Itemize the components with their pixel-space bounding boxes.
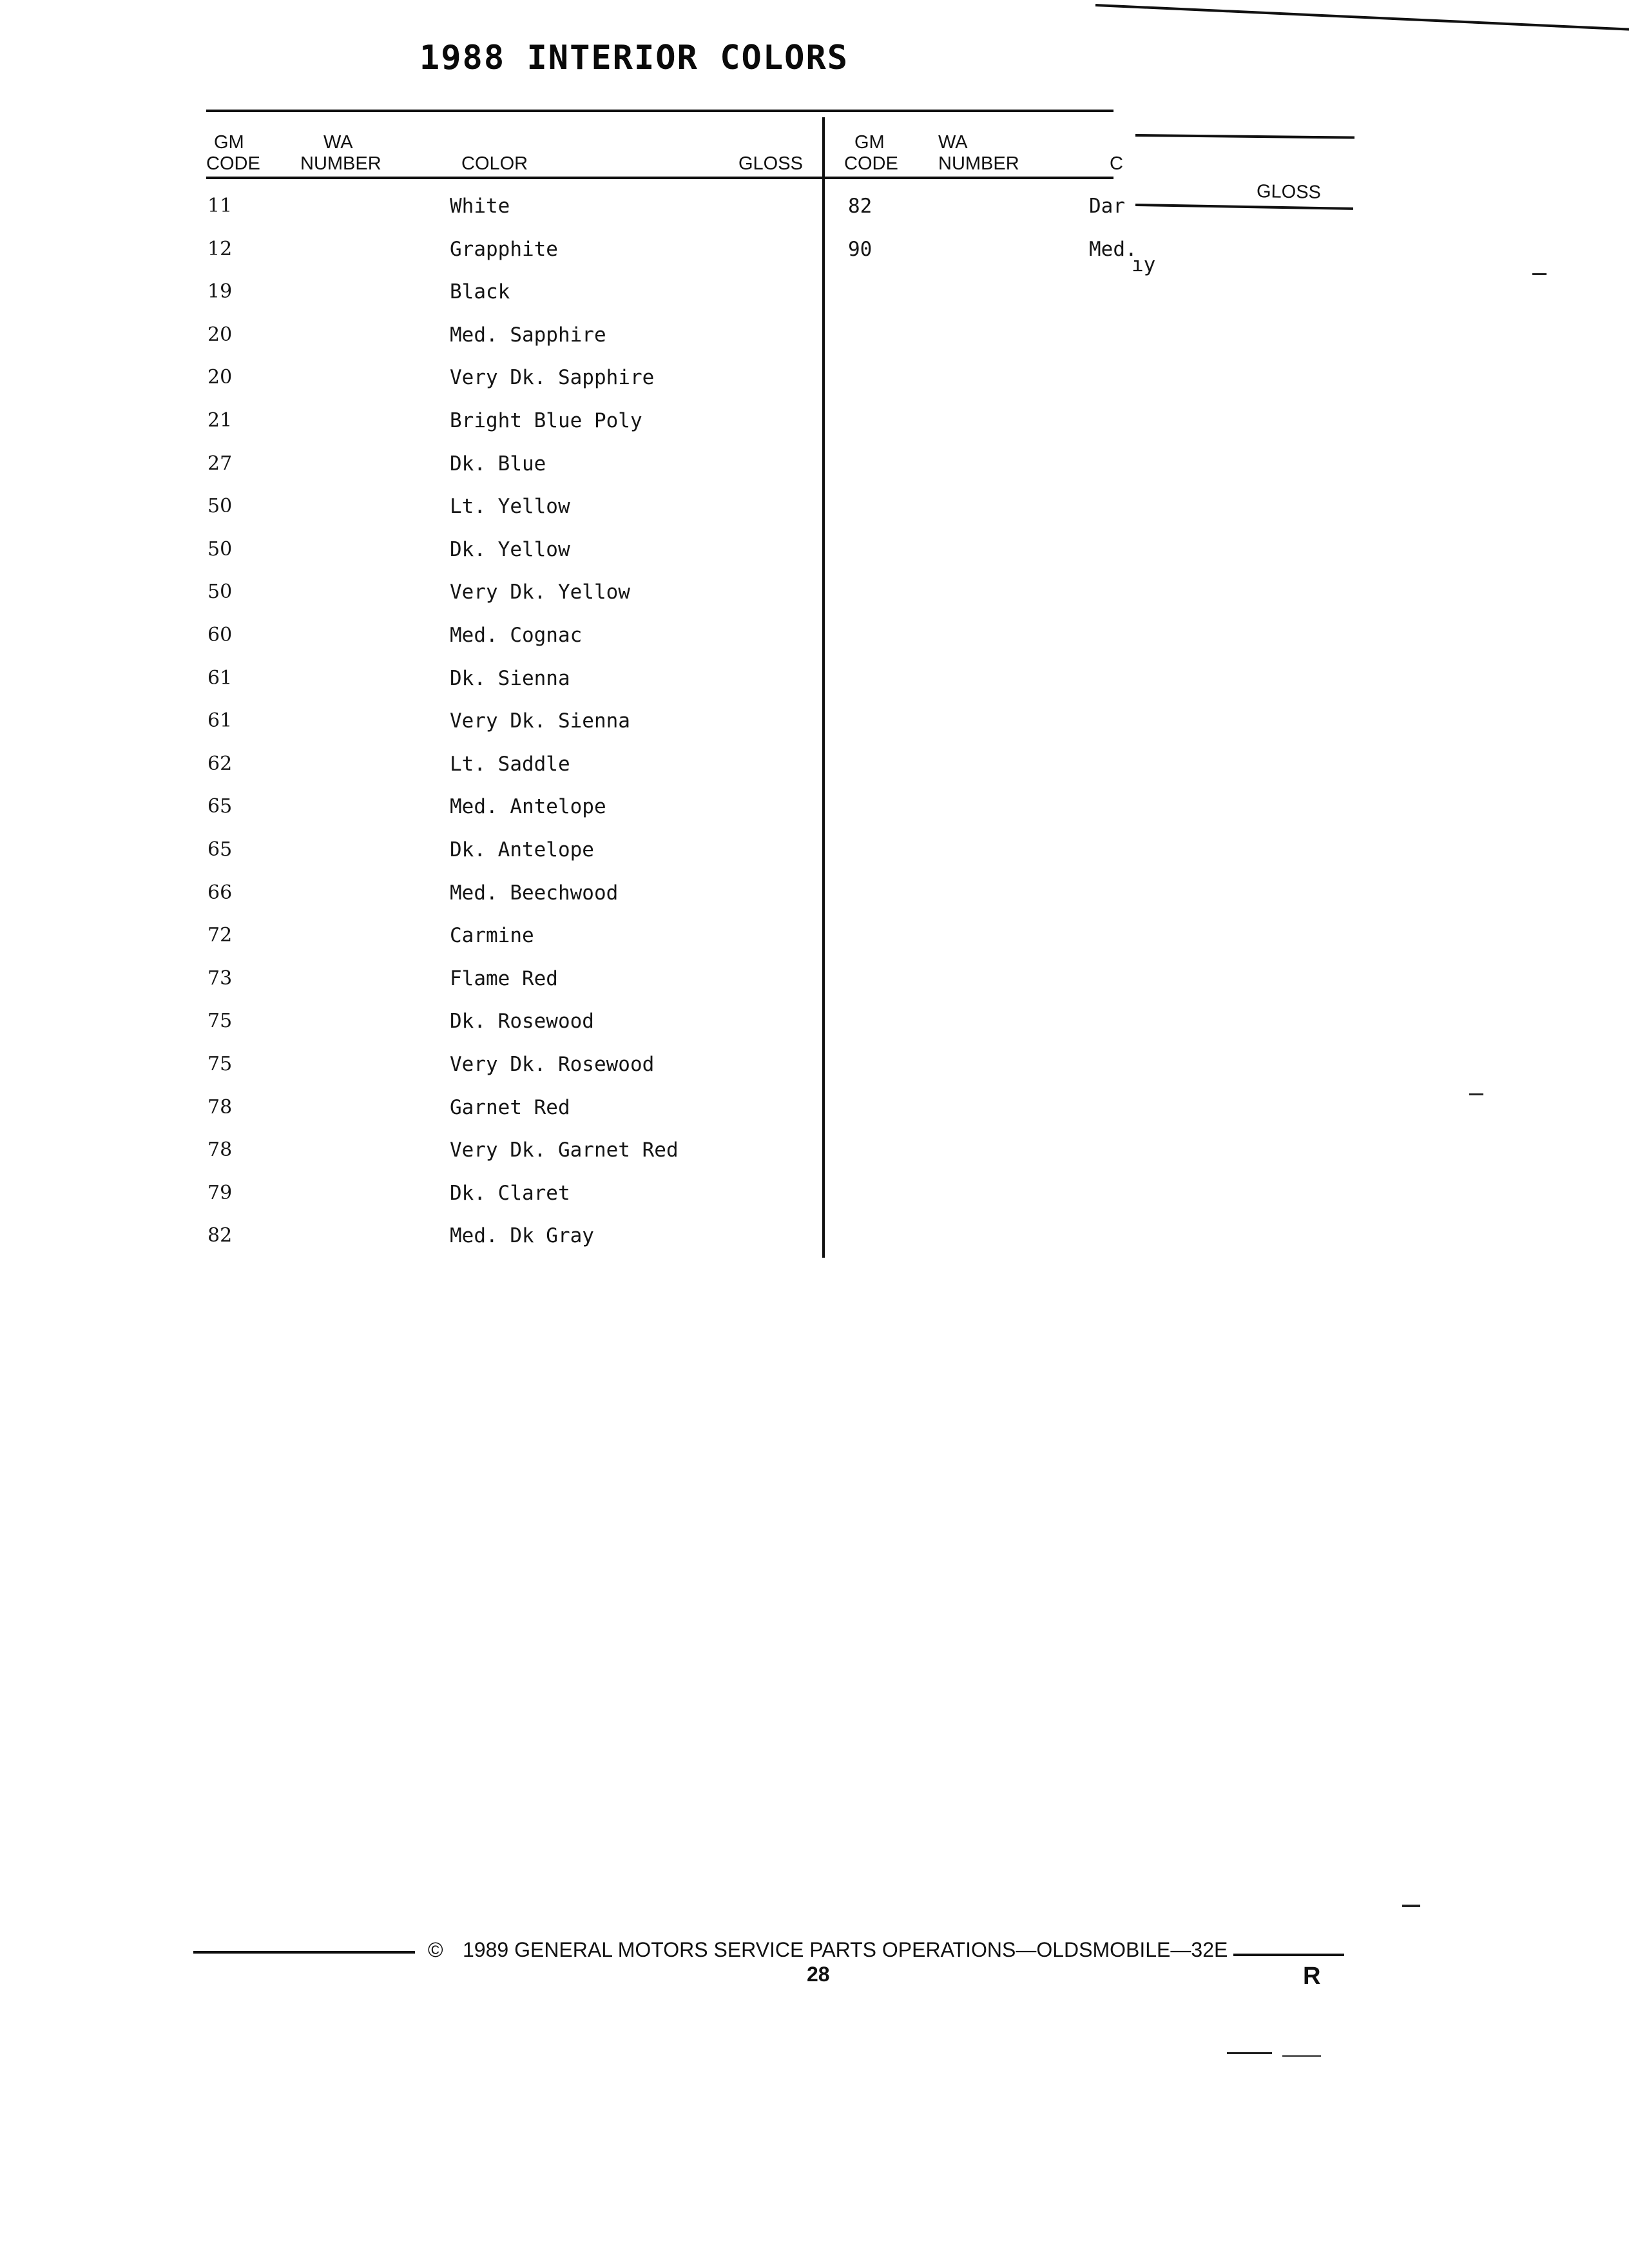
left-row-color: White [450,195,510,218]
header-right-gloss: GLOSS [1256,181,1322,203]
left-row-code: 82 [207,1224,233,1247]
scan-speck [1402,1905,1420,1907]
left-row-code: 50 [207,581,233,603]
scan-speck [1282,2055,1321,2057]
header-right-wa-line1: WA [938,132,968,153]
right-row-color: Med. [1089,238,1137,261]
header-underline [206,177,1113,179]
page-number: 28 [807,1963,830,1986]
left-row-code: 73 [207,967,233,990]
left-row-color: Black [450,280,510,303]
left-row-color: Dk. Claret [450,1182,570,1205]
right-fragment-text: ıy [1132,253,1156,276]
left-row-color: Very Dk. Garnet Red [450,1139,679,1162]
page-title: 1988 INTERIOR COLORS [419,39,849,77]
left-row-color: Lt. Yellow [450,495,570,518]
scan-speck [1469,1093,1483,1095]
scan-speck [1227,2052,1272,2054]
left-row-color: Carmine [450,924,534,947]
left-row-color: Very Dk. Rosewood [450,1053,655,1076]
left-row-code: 20 [207,366,233,389]
left-row-code: 65 [207,838,233,861]
left-row-code: 62 [207,753,233,775]
header-gm-line1: GM [214,132,244,153]
footer-copyright-symbol: © [428,1938,443,1961]
left-row-color: Grapphite [450,238,558,261]
left-row-color: Lt. Saddle [450,753,570,776]
header-wa-line2: NUMBER [300,153,381,174]
left-row-color: Dk. Yellow [450,538,570,561]
left-row-color: Flame Red [450,967,558,990]
left-row-code: 27 [207,452,233,475]
left-row-code: 50 [207,495,233,517]
right-row-code: 90 [848,238,872,261]
left-row-code: 60 [207,624,233,646]
left-row-color: Very Dk. Sienna [450,709,630,733]
left-row-code: 78 [207,1139,233,1161]
left-row-code: 66 [207,881,233,904]
left-row-code: 79 [207,1182,233,1204]
left-row-color: Med. Beechwood [450,881,619,905]
left-row-color: Med. Antelope [450,795,606,818]
footer-text: 1989 GENERAL MOTORS SERVICE PARTS OPERATIONS—OLDSMOBILE—32E [463,1938,1228,1961]
left-row-code: 75 [207,1010,233,1032]
header-gloss: GLOSS [738,153,803,174]
left-row-code: 50 [207,538,233,561]
footer-letter: R [1303,1963,1321,1990]
header-wa-line1: WA [323,132,353,153]
right-row-color: Dar [1089,195,1125,218]
left-row-color: Dk. Sienna [450,667,570,690]
left-row-color: Very Dk. Sapphire [450,366,655,389]
left-row-code: 19 [207,280,233,303]
header-right-gm-line1: GM [854,132,885,153]
table-top-rule [206,110,1113,112]
fragment-top-rule [1135,134,1354,139]
left-row-color: Dk. Rosewood [450,1010,594,1033]
left-row-code: 12 [207,238,233,260]
left-row-code: 61 [207,709,233,732]
left-row-code: 20 [207,323,233,346]
left-row-color: Med. Dk Gray [450,1224,594,1247]
header-right-wa-line2: NUMBER [938,153,1019,174]
left-row-code: 11 [207,195,233,217]
footer-right-rule [1233,1954,1344,1956]
right-row-code: 82 [848,195,872,218]
header-right-gm-line2: CODE [844,153,898,174]
top-right-rule [1095,4,1629,31]
left-row-color: Bright Blue Poly [450,409,642,432]
left-row-color: Med. Cognac [450,624,583,647]
header-gm-line2: CODE [206,153,260,174]
left-row-color: Dk. Antelope [450,838,594,861]
left-row-color: Garnet Red [450,1096,570,1119]
left-row-code: 61 [207,667,233,689]
left-row-code: 72 [207,924,233,947]
left-row-code: 21 [207,409,233,432]
left-row-code: 75 [207,1053,233,1075]
fragment-bottom-rule [1135,204,1353,210]
left-row-color: Dk. Blue [450,452,546,476]
column-divider [822,117,825,1258]
footer-left-rule [193,1951,415,1954]
header-right-color-partial: C [1110,153,1123,174]
left-row-color: Very Dk. Yellow [450,581,630,604]
left-row-code: 65 [207,795,233,818]
left-row-color: Med. Sapphire [450,323,606,347]
scan-speck [1532,273,1547,275]
header-color: COLOR [461,153,528,174]
left-row-code: 78 [207,1096,233,1119]
